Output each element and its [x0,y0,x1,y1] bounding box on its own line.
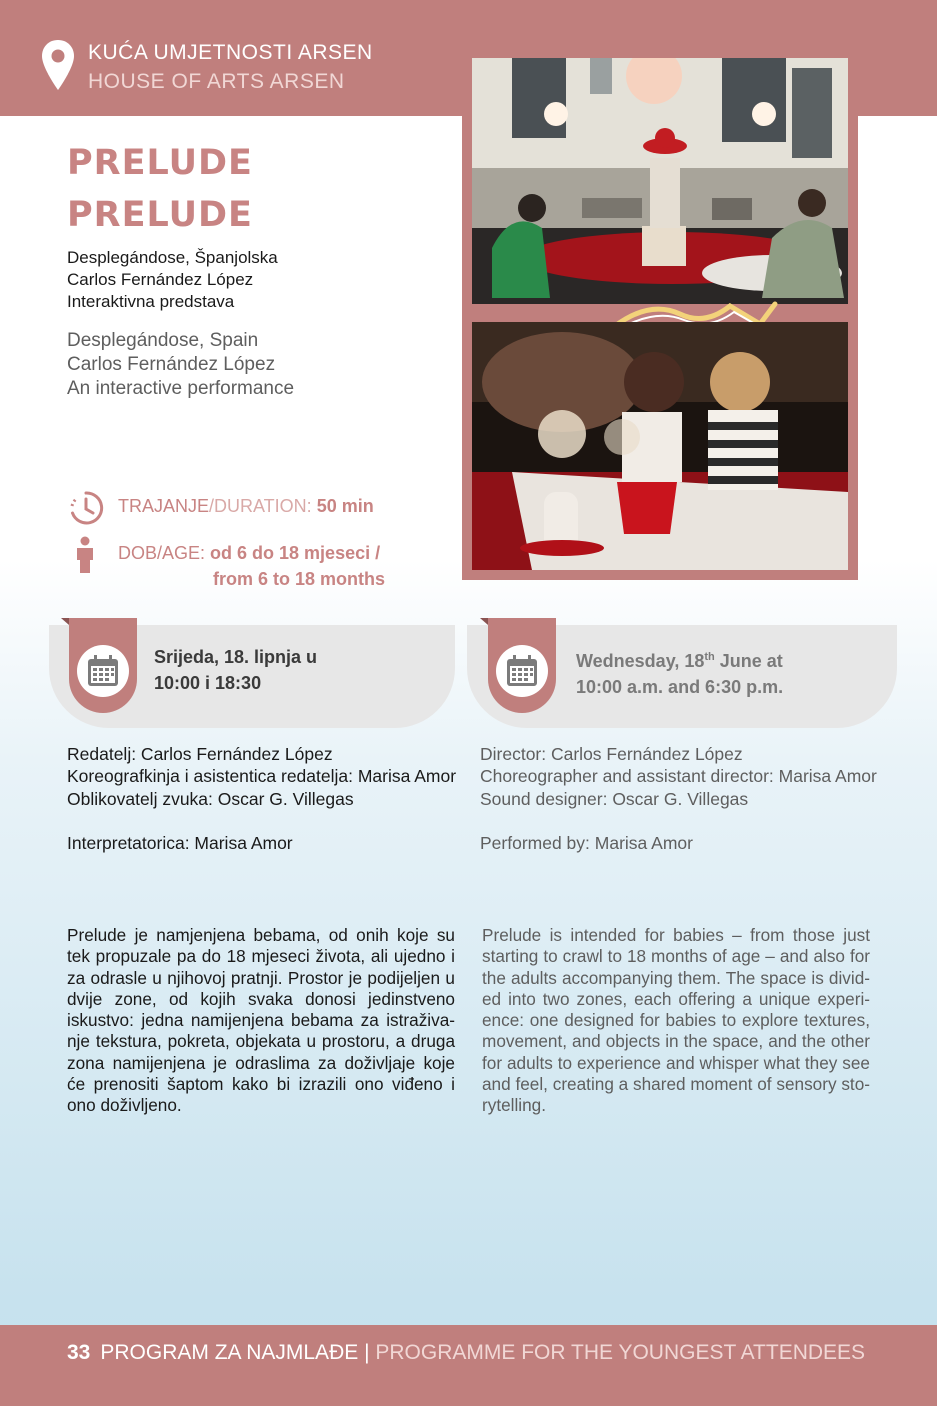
credit-line: Performed by: Marisa Amor [480,832,693,853]
age-value-hr: od 6 do 18 mjeseci / [210,543,381,563]
venue-name-hr: KUĆA UMJETNOSTI ARSEN [88,41,373,64]
age-value-en: from 6 to 18 months [213,569,386,589]
subtitle-line: Desplegándose, Španjolska [67,248,278,267]
tab-fold [61,618,69,625]
tab-fold [480,618,488,625]
description-en: Prelude is intended for babies – from those just starting to crawl to 18 months of age – and also for the adults accompanying them. The space is divid-ed into two zones, each offering a unique experi-ence: one designed for babies to explore textures, movement, and objects in the space, and the other for adults to experience and whisper what they see and feel, creating a shared moment of sensory sto-rytelling. [482,925,870,1116]
clock-icon [68,489,104,527]
subtitle-line: Carlos Fernández López [67,270,254,289]
page-number: 33 [67,1341,91,1364]
performance-photo-hall [472,58,848,304]
age-label: DOB/AGE: [118,543,211,563]
performance-photo-babies [472,322,848,570]
subtitle-line: An interactive performance [67,378,295,399]
calendar-icon [505,654,539,688]
subtitle-line: Interaktivna predstava [67,292,235,311]
event-date-en [576,644,783,700]
calendar-badge [496,645,548,697]
credit-line: Oblikovatelj zvuka: Oscar G. Villegas [67,788,354,809]
time-line: 10:00 i 18:30 [154,673,262,693]
calendar-icon [86,654,120,688]
footer [67,1341,865,1365]
section-title-en: PROGRAMME FOR THE YOUNGEST ATTENDEES [375,1341,866,1364]
venue-name-en: HOUSE OF ARTS ARSEN [88,70,345,93]
credit-line: Choreographer and assistant director: Marisa Amor [480,766,877,787]
credits-hr [67,743,462,854]
footer-band [0,1325,937,1406]
time-line: 10:00 a.m. and 6:30 p.m. [576,677,784,697]
date-line: Wednesday, 18th June at [576,651,783,671]
location-pin-icon [40,38,76,94]
duration-label-hr: TRAJANJE [118,496,210,516]
credit-line: Director: Carlos Fernández López [480,744,743,764]
footer-separator: | [358,1341,376,1364]
venue-header [40,38,373,96]
event-date-hr [154,644,317,696]
calendar-badge [77,645,129,697]
duration-label-en: /DURATION: [209,496,317,516]
subtitle-line: Desplegándose, Spain [67,330,259,351]
person-icon [68,536,104,574]
credit-line: Sound designer: Oscar G. Villegas [480,788,749,809]
event-title-hr: PRELUDE [67,143,253,183]
event-subtitle-en [67,329,294,401]
event-subtitle-hr [67,247,278,313]
credit-line: Koreografkinja i asistentica redatelja: Marisa Amor [67,766,457,787]
subtitle-line: Carlos Fernández López [67,354,276,375]
credit-line: Redatelj: Carlos Fernández López [67,744,333,764]
section-title-hr: PROGRAM ZA NAJMLAĐE [100,1341,359,1364]
date-line: Srijeda, 18. lipnja u [154,647,318,667]
description-hr: Prelude je namjenjena bebama, od onih koje su tek propuzale pa do 18 mjeseci života, ali ujedno i za odrasle u njihovoj pratnji. Prostor je podijeljen u dvije zone, od kojih svaka donosi jedinstveno iskustvo: jedna namijenjena bebama za istraživa-nje tekstura, pokreta, objekata u prostoru, a druga zona namijenjena je odraslima za doživljaje koje će prenositi šaptom kako bi izrazili ono viđeno i ono doživljeno. [67,925,455,1116]
duration-row [68,489,374,527]
credit-line: Interpretatorica: Marisa Amor [67,832,293,853]
duration-value: 50 min [316,496,374,516]
credits-en [480,743,880,854]
event-title-en: PRELUDE [67,195,253,235]
